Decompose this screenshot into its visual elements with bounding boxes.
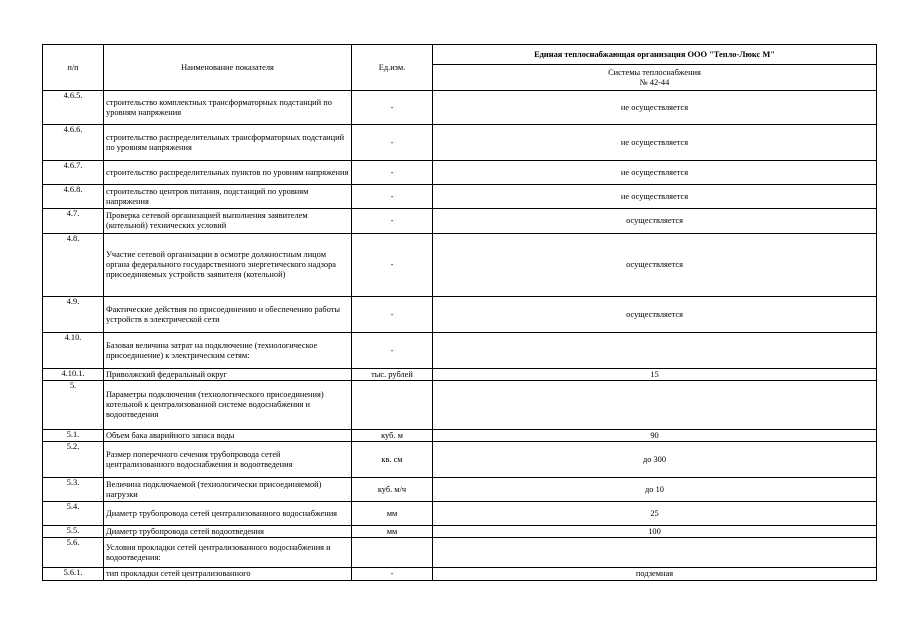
row-number: 4.8.: [43, 234, 104, 297]
table-row: [43, 502, 877, 526]
row-name: Фактические действия по присоединению и обеспечению работы устройств в электрической сети: [104, 297, 352, 333]
table-row: [43, 369, 877, 381]
row-name: строительство центров питания, подстанций по уровням напряжения: [104, 185, 352, 209]
row-value: осуществляется: [433, 234, 877, 297]
row-unit: [352, 381, 433, 430]
table-row: [43, 526, 877, 538]
row-unit: [352, 538, 433, 568]
row-name: Размер поперечного сечения трубопровода сетей централизованного водоснабжения и водоотведения: [104, 442, 352, 478]
row-unit: тыс. рублей: [352, 369, 433, 381]
row-value: 25: [433, 502, 877, 526]
row-value: 100: [433, 526, 877, 538]
table-row: [43, 568, 877, 581]
row-value: 15: [433, 369, 877, 381]
row-unit: -: [352, 209, 433, 234]
row-unit: мм: [352, 502, 433, 526]
row-value: до 300: [433, 442, 877, 478]
indicators-table: [42, 44, 877, 581]
row-number: 5.6.: [43, 538, 104, 568]
table-row: [43, 185, 877, 209]
table-row: [43, 538, 877, 568]
table-row: [43, 234, 877, 297]
row-unit: -: [352, 161, 433, 185]
table-row: [43, 161, 877, 185]
row-name: Участие сетевой организации в осмотре должностным лицом органа федерального государственного энергетического надзора присоединяемых устройств заявителя (котельной): [104, 234, 352, 297]
header-organization: Единая теплоснабжающая организация ООО "Тепло-Люкс М": [433, 45, 877, 65]
row-number: 5.5.: [43, 526, 104, 538]
header-name: Наименование показателя: [104, 45, 352, 91]
row-number: 4.6.7.: [43, 161, 104, 185]
row-value: не осуществляется: [433, 125, 877, 161]
table-row: [43, 478, 877, 502]
row-unit: куб. м: [352, 430, 433, 442]
row-unit: -: [352, 185, 433, 209]
row-number: 5.6.1.: [43, 568, 104, 581]
row-unit: -: [352, 297, 433, 333]
row-number: 4.7.: [43, 209, 104, 234]
row-value: 90: [433, 430, 877, 442]
row-value: не осуществляется: [433, 185, 877, 209]
row-number: 5.: [43, 381, 104, 430]
header-unit: Ед.изм.: [352, 45, 433, 91]
row-value: [433, 381, 877, 430]
row-unit: куб. м/ч: [352, 478, 433, 502]
row-number: 5.3.: [43, 478, 104, 502]
header-systems-line2: № 42-44: [639, 77, 670, 87]
row-unit: -: [352, 125, 433, 161]
row-value: [433, 333, 877, 369]
row-value: не осуществляется: [433, 91, 877, 125]
row-number: 5.4.: [43, 502, 104, 526]
header-systems-line1: Системы теплоснабжения: [608, 67, 701, 77]
table-row: [43, 430, 877, 442]
table-body: [43, 91, 877, 581]
row-name: Величина подключаемой (технологически присоединяемой) нагрузки: [104, 478, 352, 502]
row-number: 4.10.: [43, 333, 104, 369]
table-row: [43, 125, 877, 161]
header-systems: [433, 65, 877, 91]
row-number: 4.9.: [43, 297, 104, 333]
header-row: [43, 45, 877, 65]
row-value: [433, 538, 877, 568]
row-name: строительство распределительных пунктов по уровням напряжения: [104, 161, 352, 185]
row-number: 4.6.6.: [43, 125, 104, 161]
table-row: [43, 333, 877, 369]
row-unit: -: [352, 333, 433, 369]
row-value: осуществляется: [433, 297, 877, 333]
row-name: Объем бака аварийного запаса воды: [104, 430, 352, 442]
row-value: не осуществляется: [433, 161, 877, 185]
table-row: [43, 91, 877, 125]
row-name: Условия прокладки сетей централизованного водоснабжения и водоотведения:: [104, 538, 352, 568]
header-num: п/п: [43, 45, 104, 91]
row-unit: -: [352, 234, 433, 297]
row-name: Проверка сетевой организацией выполнения заявителем (котельной) технических условий: [104, 209, 352, 234]
row-name: Параметры подключения (технологического присоединения) котельной к централизованной системе водоснабжения и водоотведения: [104, 381, 352, 430]
table-row: [43, 209, 877, 234]
row-name: строительство распределительных трансформаторных подстанций по уровням напряжения: [104, 125, 352, 161]
row-number: 4.6.5.: [43, 91, 104, 125]
row-number: 4.6.8.: [43, 185, 104, 209]
row-unit: -: [352, 91, 433, 125]
row-unit: -: [352, 568, 433, 581]
row-name: Диаметр трубопровода сетей централизованного водоснабжения: [104, 502, 352, 526]
row-name: Диаметр трубопровода сетей водоотведения: [104, 526, 352, 538]
row-unit: кв. см: [352, 442, 433, 478]
row-value: осуществляется: [433, 209, 877, 234]
row-number: 5.1.: [43, 430, 104, 442]
table-row: [43, 442, 877, 478]
row-name: Базовая величина затрат на подключение (технологическое присоединение) к электрическим сетям:: [104, 333, 352, 369]
row-number: 4.10.1.: [43, 369, 104, 381]
row-name: тип прокладки сетей централизованного: [104, 568, 352, 581]
table-row: [43, 381, 877, 430]
table-row: [43, 297, 877, 333]
row-name: Приволжский федеральный округ: [104, 369, 352, 381]
row-number: 5.2.: [43, 442, 104, 478]
row-value: до 10: [433, 478, 877, 502]
row-name: строительство комплектных трансформаторных подстанций по уровням напряжения: [104, 91, 352, 125]
row-value: подземная: [433, 568, 877, 581]
row-unit: мм: [352, 526, 433, 538]
